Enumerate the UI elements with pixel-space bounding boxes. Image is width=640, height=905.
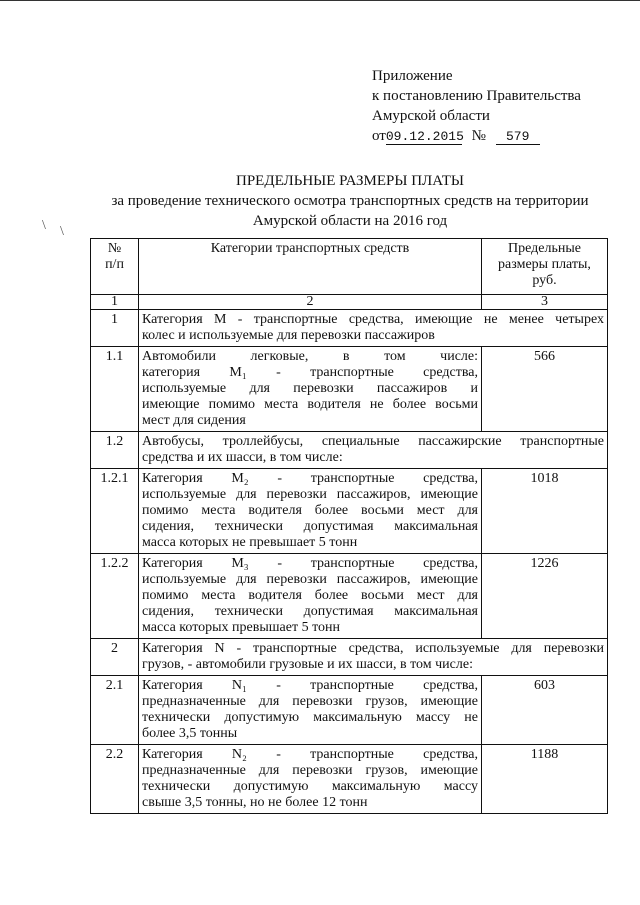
row-category-line: Категория М - транспортные средства, имеющие не менее четырех [142,312,604,327]
decree-number: 579 [496,129,540,145]
fees-table [90,238,608,814]
row-category-line: Категория М₂ - транспортные средства, [142,471,478,486]
header-price-line-2: размеры платы, [498,257,591,272]
date-prefix: от [372,128,386,144]
header-price-line-3: руб. [532,273,557,288]
scan-mark: \ [60,224,64,239]
row-number: 1.2.2 [91,554,139,639]
row-price: 1188 [482,745,608,814]
header-price-line-1: Предельные [508,241,581,256]
row-number: 1.2.1 [91,469,139,554]
row-category-line: помимо места водителя более восьми мест для [142,588,478,603]
row-category-line: Категория N₁ - транспортные средства, [142,678,478,693]
row-category [139,469,482,554]
row-category [139,347,482,432]
decree-date: 09.12.2015 [385,129,464,144]
document-subtitle-line-2: Амурской области на 2016 год [252,213,448,229]
table-row [91,554,608,639]
row-category-line: свыше 3,5 тонны, но не более 12 тонн [142,795,368,810]
row-category-line: предназначенные для перевозки грузов, имеющие [142,694,478,709]
row-category-line: более 3,5 тонны [142,726,238,741]
table-row [91,347,608,432]
number-label: № [471,128,486,144]
row-number: 2 [91,639,139,676]
row-category [139,745,482,814]
row-price: 1018 [482,469,608,554]
header-category: Категории транспортных средств [139,239,482,295]
row-category-line: используемые для перевозки пассажиров, имеющие [142,487,478,502]
row-category-line: Категория М₃ - транспортные средства, [142,556,478,571]
table-row [91,469,608,554]
table-row [91,639,608,676]
row-category-line: Категория N₂ - транспортные средства, [142,747,478,762]
row-category-line: масса которых превышает 5 тонн [142,620,341,635]
header-num-line-1: № [107,241,122,256]
appendix-line-2: к постановлению Правительства [372,88,581,104]
row-number: 1 [91,310,139,347]
row-category [139,310,608,347]
header-num-line-2: п/п [105,257,124,272]
appendix-block [372,66,581,146]
row-price: 1226 [482,554,608,639]
row-category-line: средства и их шасси, в том числе: [142,450,343,465]
row-category-line: технически допустимую максимальную массу [142,779,478,794]
document-subtitle-line-1: за проведение технического осмотра транспортных средств на территории [111,193,589,209]
table-row [91,432,608,469]
row-category-line: сидения, технически допустимая максимальная [142,519,478,534]
table-row [91,676,608,745]
table-header-row [91,239,608,295]
row-category-line: технически допустимую максимальную массу не [142,710,478,725]
table-row [91,310,608,347]
row-price: 566 [482,347,608,432]
row-category-line: используемые для перевозки пассажиров и [142,381,478,396]
row-category-line: имеющие помимо места водителя не более восьми [142,397,478,412]
row-category-line: Автомобили легковые, в том числе: [142,349,478,364]
table-index-row [91,295,608,310]
row-category-line: Категория N - транспортные средства, используемые для перевозки [142,641,604,656]
appendix-line-3: Амурской области [372,108,490,124]
header-num [91,239,139,295]
row-category-line: масса которых не превышает 5 тонн [142,535,358,550]
index-cell: 3 [482,295,608,310]
index-cell: 1 [91,295,139,310]
row-number: 1.1 [91,347,139,432]
row-category-line: предназначенные для перевозки грузов, имеющие [142,763,478,778]
row-number: 1.2 [91,432,139,469]
row-number: 2.1 [91,676,139,745]
row-category [139,432,608,469]
row-category [139,639,608,676]
row-category-line: сидения, технически допустимая максимальная [142,604,478,619]
header-price [482,239,608,295]
appendix-line-1: Приложение [372,68,453,84]
row-category-line: Автобусы, троллейбусы, специальные пассажирские транспортные [142,434,604,449]
row-number: 2.2 [91,745,139,814]
scan-mark: \ [42,218,46,233]
row-category [139,554,482,639]
table-row [91,745,608,814]
row-price: 603 [482,676,608,745]
row-category-line: категория М₁ - транспортные средства, [142,365,478,380]
row-category-line: используемые для перевозки пассажиров, имеющие [142,572,478,587]
row-category-line: помимо места водителя более восьми мест для [142,503,478,518]
row-category-line: колес и используемые для перевозки пассажиров [142,328,435,343]
index-cell: 2 [139,295,482,310]
document-title: ПРЕДЕЛЬНЫЕ РАЗМЕРЫ ПЛАТЫ [236,173,464,189]
appendix-date-line [372,126,581,146]
table-body [91,310,608,814]
row-category-line: грузов, - автомобили грузовые и их шасси, в том числе: [142,657,473,672]
scan-edge-line [0,0,640,1]
row-category [139,676,482,745]
row-category-line: мест для сидения [142,413,246,428]
